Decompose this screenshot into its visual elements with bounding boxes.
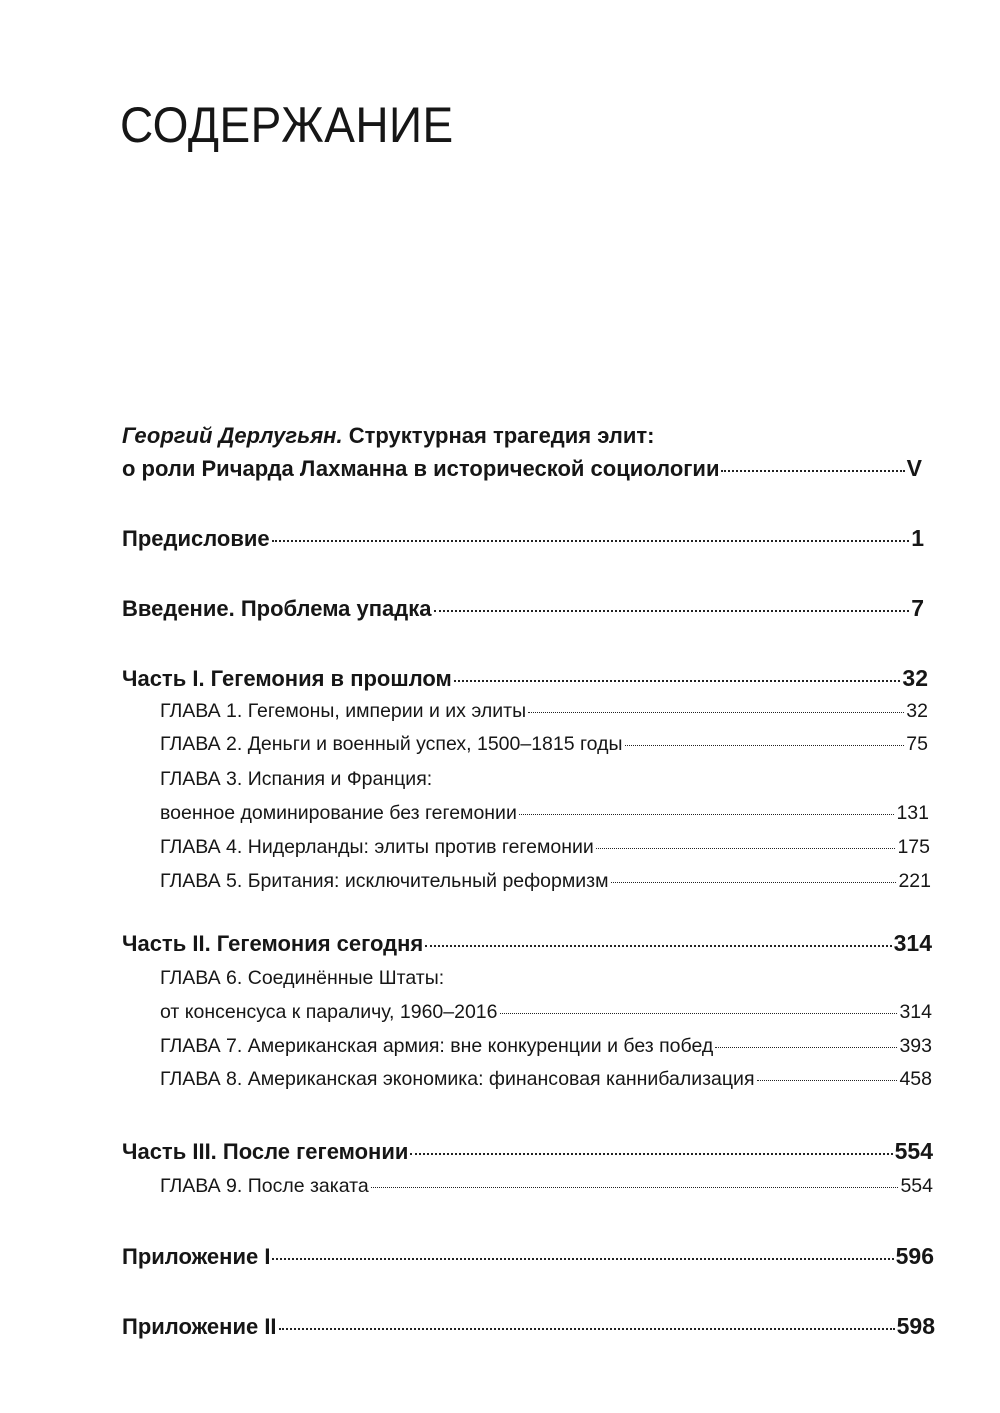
toc-entry-preface[interactable] xyxy=(122,525,924,552)
entry-title: ГЛАВА 6. Соединённые Штаты: xyxy=(160,967,445,989)
page-number: 131 xyxy=(896,802,929,824)
entry-title: от консенсуса к параличу, 1960–2016 xyxy=(160,1001,498,1023)
dot-leader xyxy=(721,470,904,472)
foreword-author: Георгий Дерлугьян. xyxy=(122,423,343,448)
toc-entry-appendix2[interactable] xyxy=(122,1313,935,1340)
page-number: V xyxy=(906,455,922,481)
dot-leader xyxy=(519,814,895,815)
page-number: 32 xyxy=(906,700,928,722)
page-number: 314 xyxy=(899,1001,932,1023)
entry-title: военное доминирование без гегемонии xyxy=(160,802,517,824)
entry-title: ГЛАВА 9. После заката xyxy=(160,1175,369,1197)
dot-leader xyxy=(371,1187,899,1188)
dot-leader xyxy=(410,1153,892,1155)
page-title: СОДЕРЖАНИЕ xyxy=(120,97,454,153)
toc-entry-ch5[interactable] xyxy=(160,870,931,893)
dot-leader xyxy=(757,1080,898,1081)
dot-leader xyxy=(596,848,896,849)
entry-title: Часть I. Гегемония в прошлом xyxy=(122,666,452,691)
entry-title: ГЛАВА 4. Нидерланды: элиты против гегемонии xyxy=(160,836,594,858)
entry-title: ГЛАВА 8. Американская экономика: финансовая каннибализация xyxy=(160,1068,755,1090)
dot-leader xyxy=(625,745,905,746)
toc-entry-ch3[interactable] xyxy=(160,802,929,825)
toc-entry-ch6[interactable] xyxy=(160,1001,932,1024)
page-number: 554 xyxy=(900,1175,933,1197)
toc-entry-ch3-line1[interactable] xyxy=(160,768,432,791)
toc-entry-ch8[interactable] xyxy=(160,1068,932,1091)
page-number: 554 xyxy=(894,1138,933,1164)
page-number: 458 xyxy=(899,1068,932,1090)
toc-entry-part2[interactable] xyxy=(122,930,932,957)
entry-title: Приложение I xyxy=(122,1244,271,1269)
dot-leader xyxy=(279,1328,895,1330)
page-number: 598 xyxy=(896,1313,935,1339)
toc-entry-part3[interactable] xyxy=(122,1138,933,1165)
dot-leader xyxy=(272,1258,893,1260)
entry-title: Часть II. Гегемония сегодня xyxy=(122,931,424,956)
entry-title: Приложение II xyxy=(122,1314,277,1339)
entry-title: ГЛАВА 2. Деньги и военный успех, 1500–1815 годы xyxy=(160,733,623,755)
dot-leader xyxy=(425,945,891,947)
entry-title: Предисловие xyxy=(122,526,270,551)
entry-title: ГЛАВА 3. Испания и Франция: xyxy=(160,768,433,790)
dot-leader xyxy=(272,540,910,542)
page-number: 314 xyxy=(893,930,932,956)
toc-entry-ch4[interactable] xyxy=(160,836,930,859)
toc-entry-ch9[interactable] xyxy=(160,1175,933,1198)
toc-entry-part1[interactable] xyxy=(122,665,928,692)
dot-leader xyxy=(528,712,904,713)
dot-leader xyxy=(715,1047,897,1048)
page-number: 1 xyxy=(911,525,924,551)
page-number: 32 xyxy=(902,665,928,691)
page-number: 596 xyxy=(895,1243,934,1269)
toc-entry-foreword[interactable] xyxy=(122,455,922,482)
toc-entry-appendix1[interactable] xyxy=(122,1243,934,1270)
page-number: 75 xyxy=(906,733,928,755)
entry-title: ГЛАВА 1. Гегемоны, империи и их элиты xyxy=(160,700,527,722)
entry-title: Введение. Проблема упадка xyxy=(122,596,432,621)
toc-entry-ch2[interactable] xyxy=(160,733,928,756)
toc-entry-ch1[interactable] xyxy=(160,700,928,723)
toc-entry-intro[interactable] xyxy=(122,595,924,622)
entry-title: о роли Ричарда Лахманна в исторической социологии xyxy=(122,456,720,481)
page-number: 175 xyxy=(897,836,930,858)
entry-title: ГЛАВА 7. Американская армия: вне конкуренции и без побед xyxy=(160,1035,714,1057)
page-number: 221 xyxy=(898,870,931,892)
toc-entry-ch6-line1[interactable] xyxy=(160,967,444,990)
entry-title: Часть III. После гегемонии xyxy=(122,1139,409,1164)
toc-entry-foreword-line1[interactable] xyxy=(122,423,922,449)
page-number: 7 xyxy=(911,595,924,621)
page-number: 393 xyxy=(899,1035,932,1057)
entry-title: ГЛАВА 5. Британия: исключительный реформизм xyxy=(160,870,609,892)
dot-leader xyxy=(500,1013,898,1014)
foreword-title: Структурная трагедия элит: xyxy=(348,423,655,448)
toc-entry-ch7[interactable] xyxy=(160,1035,932,1058)
dot-leader xyxy=(454,680,901,682)
dot-leader xyxy=(434,610,910,612)
dot-leader xyxy=(611,882,897,883)
